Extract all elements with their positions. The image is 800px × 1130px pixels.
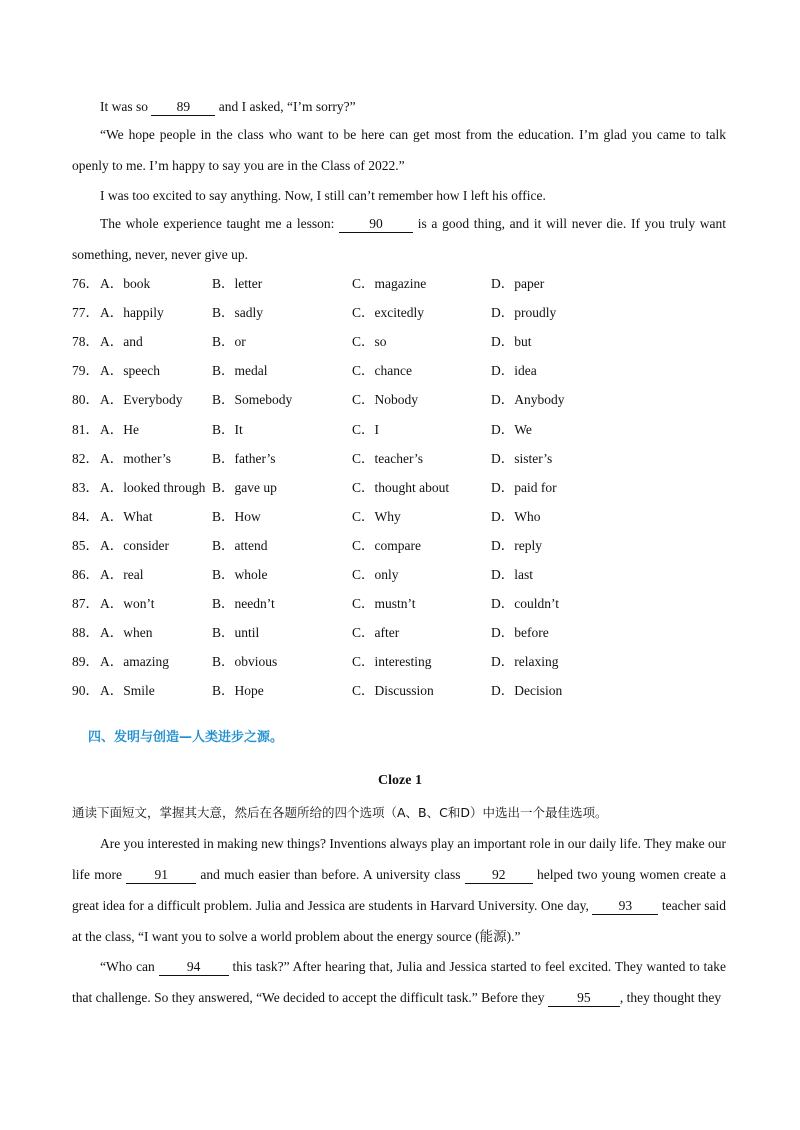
- question-option-row: [72, 560, 732, 589]
- question-number: 85．: [72, 537, 99, 553]
- option-d: D．couldn’t: [491, 596, 559, 612]
- option-d: D．We: [491, 421, 532, 437]
- text-p2-c: , they thought they: [619, 990, 722, 1005]
- option-d: D．last: [491, 567, 533, 582]
- option-d: D．Decision: [491, 683, 563, 699]
- option-d: D．proudly: [491, 305, 557, 321]
- option-b: B．or: [212, 334, 246, 350]
- question-number: 90．: [72, 683, 99, 699]
- cloze-instruction: 通读下面短文，掌握其大意，然后在各题所给的四个选项（A、B、C和D）中选出一个最佳选项。: [72, 805, 608, 820]
- option-c: C．Discussion: [352, 683, 434, 699]
- option-d: D．Anybody: [491, 392, 565, 408]
- option-a: A．looked through: [100, 479, 206, 495]
- question-option-row: [72, 676, 732, 705]
- option-b: B．gave up: [212, 479, 277, 495]
- cloze-paragraph-2: [72, 951, 726, 1013]
- option-d: D．reply: [491, 537, 542, 553]
- option-a: A．What: [100, 508, 153, 524]
- question-number: 84．: [72, 508, 99, 524]
- text-p2-a: “Who can: [100, 959, 155, 974]
- option-b: B．medal: [212, 363, 268, 379]
- text-lesson-before: The whole experience taught me a lesson:: [100, 216, 335, 231]
- question-option-row: [72, 327, 732, 356]
- option-a: A．Smile: [100, 683, 155, 699]
- question-option-row: [72, 356, 732, 385]
- question-option-row: [72, 618, 732, 647]
- paragraph-lesson: [72, 208, 726, 270]
- blank-95: 95: [548, 989, 620, 1007]
- option-a: A．mother’s: [100, 450, 171, 466]
- option-c: C．teacher’s: [352, 450, 423, 466]
- text-lesson-after: is a good thing, and it will never die. If you truly want something, never, never give up.: [72, 216, 727, 262]
- option-c: C．magazine: [352, 276, 427, 291]
- option-b: B．father’s: [212, 450, 276, 466]
- question-option-row: [72, 269, 732, 298]
- option-a: A．He: [100, 421, 139, 437]
- paragraph-quote: “We hope people in the class who want to be here can get most from the education. I’m glad you came to talk openly to me. I’m happy to say you are in the Class of 2022.”: [72, 127, 726, 173]
- option-a: A．and: [100, 334, 143, 350]
- option-a: A．won’t: [100, 596, 155, 612]
- option-c: C．I: [352, 421, 379, 437]
- option-d: D．paper: [491, 276, 545, 291]
- option-c: C．interesting: [352, 654, 432, 670]
- option-a: A．consider: [100, 537, 169, 553]
- option-c: C．mustn’t: [352, 596, 416, 612]
- option-d: D．but: [491, 334, 532, 350]
- question-option-row: [72, 647, 732, 676]
- text-p1-d: teacher said at the class, “I want you to solve a world problem about the energy source (能源).”: [72, 898, 727, 944]
- option-c: C．compare: [352, 537, 421, 553]
- question-option-row: [72, 385, 732, 414]
- cloze-title: Cloze 1: [378, 773, 422, 788]
- option-d: D．before: [491, 625, 549, 641]
- question-number: 83．: [72, 479, 99, 495]
- question-number: 88．: [72, 625, 99, 641]
- text-p1-c: helped two young women create a great idea for a difficult problem. Julia and Jessica are students in Harvard University. One day,: [72, 867, 727, 913]
- option-d: D．idea: [491, 363, 537, 379]
- option-c: C．thought about: [352, 479, 450, 495]
- paragraph-excited: I was too excited to say anything. Now, I still can’t remember how I left his office.: [100, 188, 546, 203]
- blank-93: 93: [592, 897, 658, 915]
- option-c: C．excitedly: [352, 305, 424, 321]
- option-b: B．Hope: [212, 683, 264, 699]
- option-b: B．sadly: [212, 305, 264, 321]
- question-option-row: [72, 298, 732, 327]
- blank-92: 92: [465, 866, 533, 884]
- text-line89-after: and I asked, “I’m sorry?”: [218, 99, 356, 114]
- question-number: 80．: [72, 392, 99, 408]
- question-number: 76．: [72, 276, 99, 291]
- question-number: 87．: [72, 596, 99, 612]
- option-c: C．only: [352, 567, 399, 582]
- question-option-row: [72, 531, 732, 560]
- option-d: D．paid for: [491, 479, 557, 495]
- question-number: 86．: [72, 567, 99, 582]
- option-a: A．Everybody: [100, 392, 183, 408]
- question-option-row: [72, 444, 732, 473]
- question-option-row: [72, 502, 732, 531]
- blank-94: 94: [159, 958, 229, 976]
- question-option-row: [72, 415, 732, 444]
- option-c: C．Nobody: [352, 392, 419, 408]
- blank-91: 91: [126, 866, 196, 884]
- question-number: 89．: [72, 654, 99, 670]
- option-d: D．relaxing: [491, 654, 559, 670]
- question-number: 79．: [72, 363, 99, 379]
- option-c: C．so: [352, 334, 387, 350]
- option-b: B．obvious: [212, 654, 278, 670]
- text-p2-b: this task?” After hearing that, Julia and Jessica started to feel excited. They wanted to take that challenge. So they answered, “We decided to accept the difficult task.” Before they: [72, 959, 727, 1005]
- text-line89-before: It was so: [100, 99, 148, 114]
- option-d: D．sister’s: [491, 450, 553, 466]
- option-c: C．Why: [352, 508, 401, 524]
- option-b: B．It: [212, 421, 243, 437]
- paragraph-line-89: [72, 91, 726, 122]
- option-a: A．amazing: [100, 654, 169, 670]
- option-b: B．until: [212, 625, 260, 641]
- option-c: C．after: [352, 625, 400, 641]
- text-p1-a: Are you interested in making new things? Inventions always play an important role in our daily life. They make our life more: [72, 836, 726, 882]
- option-b: B．whole: [212, 567, 268, 582]
- option-a: A．happily: [100, 305, 164, 321]
- option-a: A．when: [100, 625, 153, 641]
- question-number: 77．: [72, 305, 99, 321]
- option-c: C．chance: [352, 363, 412, 379]
- option-d: D．Who: [491, 508, 541, 524]
- question-number: 81．: [72, 421, 99, 437]
- option-a: A．speech: [100, 363, 160, 379]
- question-number: 82．: [72, 450, 99, 466]
- option-b: B．needn’t: [212, 596, 275, 612]
- option-a: A．book: [100, 276, 151, 291]
- question-number: 78．: [72, 334, 99, 350]
- option-b: B．How: [212, 508, 261, 524]
- question-option-row: [72, 589, 732, 618]
- cloze-paragraph-1: [72, 828, 726, 952]
- blank-89: 89: [151, 98, 215, 116]
- section-heading: 四、发明与创造—人类进步之源。: [88, 730, 284, 745]
- text-p1-b: and much easier than before. A university class: [200, 867, 461, 882]
- blank-90: 90: [339, 215, 413, 233]
- option-b: B．attend: [212, 537, 268, 553]
- option-a: A．real: [100, 567, 144, 582]
- option-b: B．Somebody: [212, 392, 293, 408]
- option-b: B．letter: [212, 276, 263, 291]
- question-option-row: [72, 473, 732, 502]
